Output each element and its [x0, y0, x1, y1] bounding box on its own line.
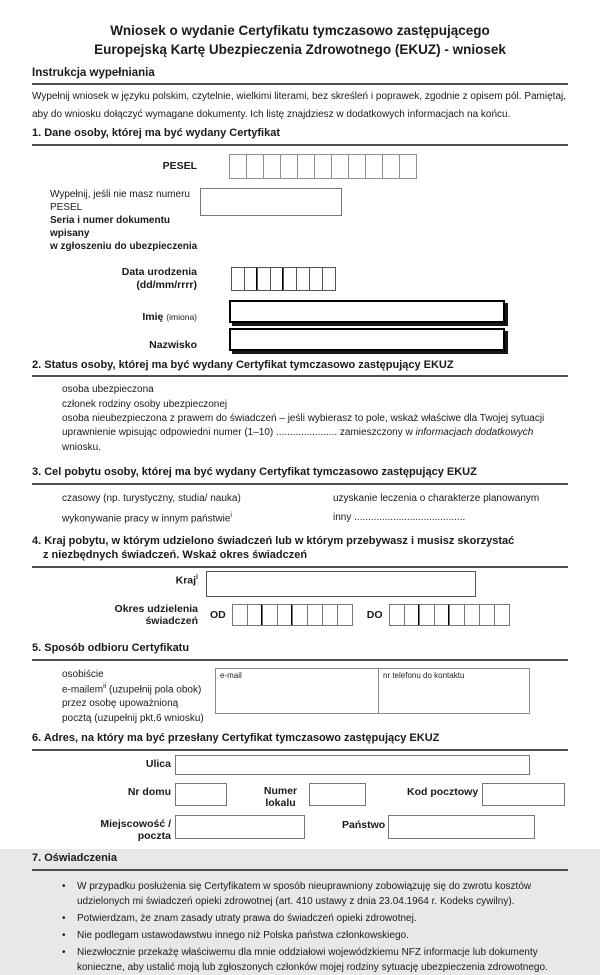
country-label: [32, 571, 204, 587]
purpose-row-1: [62, 493, 568, 504]
period-from-cell[interactable]: [247, 604, 263, 626]
contact-boxes: [215, 668, 530, 714]
birth-date-cell[interactable]: [283, 267, 297, 291]
email-field[interactable]: [216, 669, 378, 713]
pesel-cell[interactable]: [229, 154, 247, 179]
country-field[interactable]: [206, 571, 476, 597]
city-row: [32, 815, 568, 842]
pesel-label: PESEL: [162, 160, 197, 172]
delivery-option-email[interactable]: [62, 682, 215, 698]
period-from-cell[interactable]: [322, 604, 338, 626]
pesel-cell[interactable]: [331, 154, 349, 179]
apartment-label-line1: Numer: [263, 784, 298, 797]
footnote-ii: ii: [103, 682, 107, 690]
purpose-option-planned-treatment[interactable]: uzyskanie leczenia o charakterze planowanym: [333, 493, 540, 505]
document-number-field[interactable]: [200, 188, 342, 216]
birth-date-cell[interactable]: [231, 267, 245, 291]
declaration-item: • Niezwłocznie przekażę właściwemu dla mnie oddziałowi wojewódzkiemu NFZ informacje lub dokumenty konieczne, aby ustalić moją lub zgłoszonych członków mojej rodziny sytuację ubezpieczenia zdrowotnego.: [62, 945, 566, 975]
delivery-option-in-person[interactable]: osobiście: [62, 668, 104, 680]
birth-date-cell[interactable]: [270, 267, 284, 291]
section3-options: [62, 493, 568, 524]
email-option-text: e-mailem: [62, 684, 104, 696]
street-row: [32, 755, 568, 775]
section2-options: [62, 383, 568, 455]
birth-date-cell[interactable]: [244, 267, 258, 291]
apartment-number-field[interactable]: [309, 783, 366, 806]
surname-row: [32, 328, 568, 351]
street-field[interactable]: [175, 755, 530, 775]
status-option-uninsured-line2[interactable]: [62, 426, 568, 455]
period-to-cell[interactable]: [449, 604, 465, 626]
period-to-cell[interactable]: [419, 604, 435, 626]
section4-heading-line2: z niezbędnych świadczeń. Wskaż okres świadczeń: [43, 549, 308, 562]
from-label: OD: [210, 609, 226, 622]
document-label-line1: Seria i numer dokumentu wpisany: [50, 214, 171, 240]
document-number-label: [50, 188, 200, 254]
country-label-text: Kraj: [175, 574, 197, 587]
section7-heading: 7. Oświadczenia: [32, 852, 568, 871]
birth-date-label: [32, 266, 229, 290]
pesel-input-cells[interactable]: [229, 154, 417, 179]
birth-date-cells[interactable]: [231, 267, 336, 291]
to-label: DO: [366, 609, 383, 622]
period-from-cell[interactable]: [307, 604, 323, 626]
form-title-line1: Wniosek o wydanie Certyfikatu tymczasowo zastępującego: [110, 23, 490, 38]
country-address-field[interactable]: [388, 815, 535, 839]
period-from-cell[interactable]: [337, 604, 353, 626]
country-address-label: Państwo: [342, 818, 386, 831]
period-to-cell[interactable]: [494, 604, 510, 626]
pesel-cell[interactable]: [365, 154, 383, 179]
house-number-label: Nr domu: [127, 785, 171, 798]
declarations-list: [62, 879, 566, 975]
pesel-cell[interactable]: [280, 154, 298, 179]
uninsured-number-text: uprawnienie wpisując odpowiedni numer (1–10) ...................... zamieszczony w: [62, 427, 416, 439]
pesel-cell[interactable]: [314, 154, 332, 179]
no-pesel-note: Wypełnij, jeśli nie masz numeru PESEL: [50, 188, 190, 213]
period-from-cell[interactable]: [292, 604, 308, 626]
period-from-cell[interactable]: [277, 604, 293, 626]
phone-field-caption: nr telefonu do kontaktu: [383, 670, 465, 680]
uninsured-italic-text: informacjach dodatkowych: [415, 427, 534, 439]
section2-heading: 2. Status osoby, której ma być wydany Certyfikat tymczasowo zastępujący EKUZ: [32, 359, 568, 378]
declaration-item: • Nie podlegam ustawodawstwu innego niż Polska państwa członkowskiego.: [62, 928, 566, 943]
house-row: [32, 783, 568, 809]
status-option-insured[interactable]: osoba ubezpieczona: [62, 384, 154, 396]
city-label-line2: poczta: [137, 829, 171, 842]
firstname-label: [32, 311, 229, 323]
pesel-cell[interactable]: [382, 154, 400, 179]
pesel-cell[interactable]: [399, 154, 417, 179]
delivery-options: [62, 668, 215, 726]
status-option-uninsured[interactable]: osoba nieubezpieczona z prawem do świadczeń – jeśli wybierasz to pole, wskaż właściwe dla Twojej sytuacji: [62, 413, 545, 425]
document-label-line2: w zgłoszeniu do ubezpieczenia: [50, 241, 198, 253]
period-from-cell[interactable]: [262, 604, 278, 626]
delivery-row: [32, 668, 568, 726]
period-to-cell[interactable]: [479, 604, 495, 626]
section5-heading: 5. Sposób odbioru Certyfikatu: [32, 642, 568, 661]
postal-code-field[interactable]: [482, 783, 565, 806]
delivery-option-post[interactable]: pocztą (uzupełnij pkt.6 wniosku): [62, 712, 204, 724]
email-option-note: (uzupełnij pola obok): [106, 684, 202, 696]
period-label-line2: świadczeń: [145, 615, 198, 628]
section4-heading-line1: 4. Kraj pobytu, w którym udzielono świadczeń lub w którym przebywasz i musisz skorzystać: [32, 535, 515, 548]
apartment-label-line2: lokalu: [265, 796, 296, 809]
period-from-cell[interactable]: [232, 604, 248, 626]
period-to-cell[interactable]: [404, 604, 420, 626]
firstname-row: [32, 300, 568, 323]
period-row: [32, 603, 568, 628]
work-abroad-text: wykonywanie pracy w innym państwie: [62, 513, 231, 525]
section4-heading: [32, 535, 568, 568]
firstname-note: (imiona): [166, 311, 197, 322]
status-option-family-member[interactable]: członek rodziny osoby ubezpieczonej: [62, 398, 228, 410]
birth-date-cell[interactable]: [257, 267, 271, 291]
apartment-number-label: [252, 783, 309, 809]
house-number-field[interactable]: [175, 783, 227, 806]
uninsured-post-text: wniosku.: [62, 441, 101, 453]
birth-date-row: [32, 266, 568, 290]
birth-date-cell[interactable]: [322, 267, 336, 291]
form-title: [32, 22, 568, 60]
pesel-cell[interactable]: [246, 154, 264, 179]
pesel-cell[interactable]: [348, 154, 366, 179]
section6-heading: 6. Adres, na który ma być przesłany Certyfikat tymczasowo zastępujący EKUZ: [32, 732, 568, 751]
firstname-label-text: Imię: [142, 310, 164, 323]
form-title-line2: Europejską Kartę Ubezpieczenia Zdrowotnego (EKUZ) - wniosek: [94, 41, 506, 57]
section3-heading: 3. Cel pobytu osoby, której ma być wydany Certyfikat tymczasowo zastępujący EKUZ: [32, 466, 568, 485]
pesel-cell[interactable]: [263, 154, 281, 179]
footnote-i: i: [196, 573, 198, 581]
surname-field[interactable]: [229, 328, 505, 351]
purpose-option-other[interactable]: inny ........................................: [333, 512, 466, 524]
period-to-cell[interactable]: [464, 604, 480, 626]
period-to-cells[interactable]: [389, 604, 510, 626]
purpose-row-2: [62, 512, 568, 524]
period-from-cells[interactable]: [232, 604, 353, 626]
street-label: Ulica: [145, 757, 171, 770]
birth-date-cell[interactable]: [296, 267, 310, 291]
instructions-heading: Instrukcja wypełniania: [32, 66, 568, 85]
declaration-item: • Potwierdzam, że znam zasady utraty prawa do świadczeń opieki zdrowotnej.: [62, 911, 566, 926]
birth-date-format: (dd/mm/rrrr): [136, 278, 197, 291]
period-label-line1: Okres udzielenia: [114, 602, 198, 615]
pesel-cell[interactable]: [297, 154, 315, 179]
purpose-option-work-abroad[interactable]: [62, 512, 333, 524]
declaration-item: • W przypadku posłużenia się Certyfikatem w sposób nieuprawniony zobowiązuję się do zwrotu kosztów udzielonych mi świadczeń opieki zdrowotnej (art. 410 ustawy z dnia 23.04.1964 r. Kodeks cywilny).: [62, 879, 566, 909]
footnote-i: i: [230, 512, 232, 520]
phone-field[interactable]: [378, 669, 529, 713]
firstname-field[interactable]: [229, 300, 505, 323]
birth-date-cell[interactable]: [309, 267, 323, 291]
birth-date-label-line1: Data urodzenia: [121, 266, 197, 279]
city-label-line1: Miejscowość /: [100, 817, 171, 830]
delivery-option-authorized-person[interactable]: przez osobę upoważnioną: [62, 698, 179, 710]
purpose-option-temporary[interactable]: czasowy (np. turystyczny, studia/ nauka): [62, 493, 241, 505]
period-to-cell[interactable]: [434, 604, 450, 626]
postal-code-label: Kod pocztowy: [407, 785, 479, 798]
city-label: [32, 815, 175, 842]
surname-label: Nazwisko: [149, 338, 197, 351]
period-to-cell[interactable]: [389, 604, 405, 626]
pesel-row: [32, 154, 568, 179]
country-row: [32, 571, 568, 597]
document-number-row: [32, 188, 568, 254]
instructions-text: Wypełnij wniosek w języku polskim, czytelnie, wielkimi literami, bez skreśleń i poprawek, zgodnie z opisem pól. Pamiętaj, aby do wniosku dołączyć wymagane dokumenty. Ich listę znajdziesz w dodatkowych informacjach na końcu.: [32, 91, 567, 120]
period-label: [32, 603, 198, 628]
city-field[interactable]: [175, 815, 305, 839]
email-field-caption: e-mail: [220, 670, 242, 680]
section1-heading: 1. Dane osoby, której ma być wydany Certyfikat: [32, 127, 568, 146]
